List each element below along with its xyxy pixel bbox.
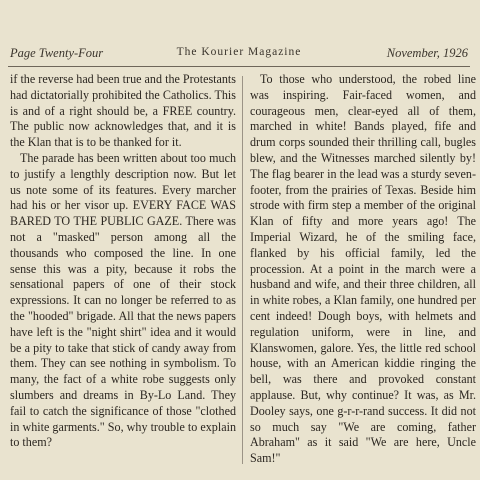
column-divider: [242, 76, 243, 464]
left-paragraph-1: if the reverse had been true and the Protestants had dictatorially prohibited the Catholics. This is and of a right should be, a FREE country. The public now acknowledges that, and it is the Klan that is to be thanked for it.: [10, 72, 236, 150]
left-column: [10, 72, 236, 451]
text-columns: [10, 72, 476, 472]
right-paragraph-1: To those who understood, the robed line was inspiring. Fair-faced women, and courageous men, clear-eyed all of them, marched in white! Bands played, fife and drum corps sounded their thrilling call, bugles blew, and the Witnesses marched silently by! The flag bearer in the lead was a sturdy seven-footer, from the prairies of Texas. Beside him strode with firm step a member of the original Klan of fifty and more years ago! The Imperial Wizard, he of the smiling face, flanked by his official family, led the procession. At a point in the march were a husband and wife, and their three children, all in white robes, a Klan family, one hundred per cent indeed! Dough boys, with helmets and regulation uniform, were in line, and Klanswomen, galore. Yes, the little red school house, with an American kiddie ringing the bell, was there and provoked constant applause. But, why continue? It was, as Mr. Dooley says, one g-r-r-rand success. It did not so much say "We are coming, father Abraham" as it said "We are here, Uncle Sam!": [250, 72, 476, 466]
left-paragraph-2: The parade has been written about too much to justify a lengthly description now. But let us note some of its features. Every marcher had his or her visor up. EVERY FACE WAS BARED TO THE PUBLIC GAZE. There was not a "masked" person among all the thousands who composed the line. In one sense this was a pity, because it robs the sensational papers of one of their stock expressions. It can no longer be referred to as the "hooded" brigade. All that the news papers have left is the "night shirt" idea and it would be a pity to take that stick of candy away from them. They can see nothing in symbolism. To many, the fact of a white robe suggests only slumbers and dreams in By-Lo Land. They fail to catch the significance of those "clothed in white garments." So, why trouble to explain to them?: [10, 150, 236, 450]
header-rule: [8, 66, 470, 67]
issue-date: November, 1926: [386, 46, 468, 60]
running-header: [10, 46, 468, 62]
right-column: [250, 72, 476, 467]
magazine-title: The Kourier Magazine: [176, 46, 302, 58]
page-number: Page Twenty-Four: [10, 46, 104, 60]
